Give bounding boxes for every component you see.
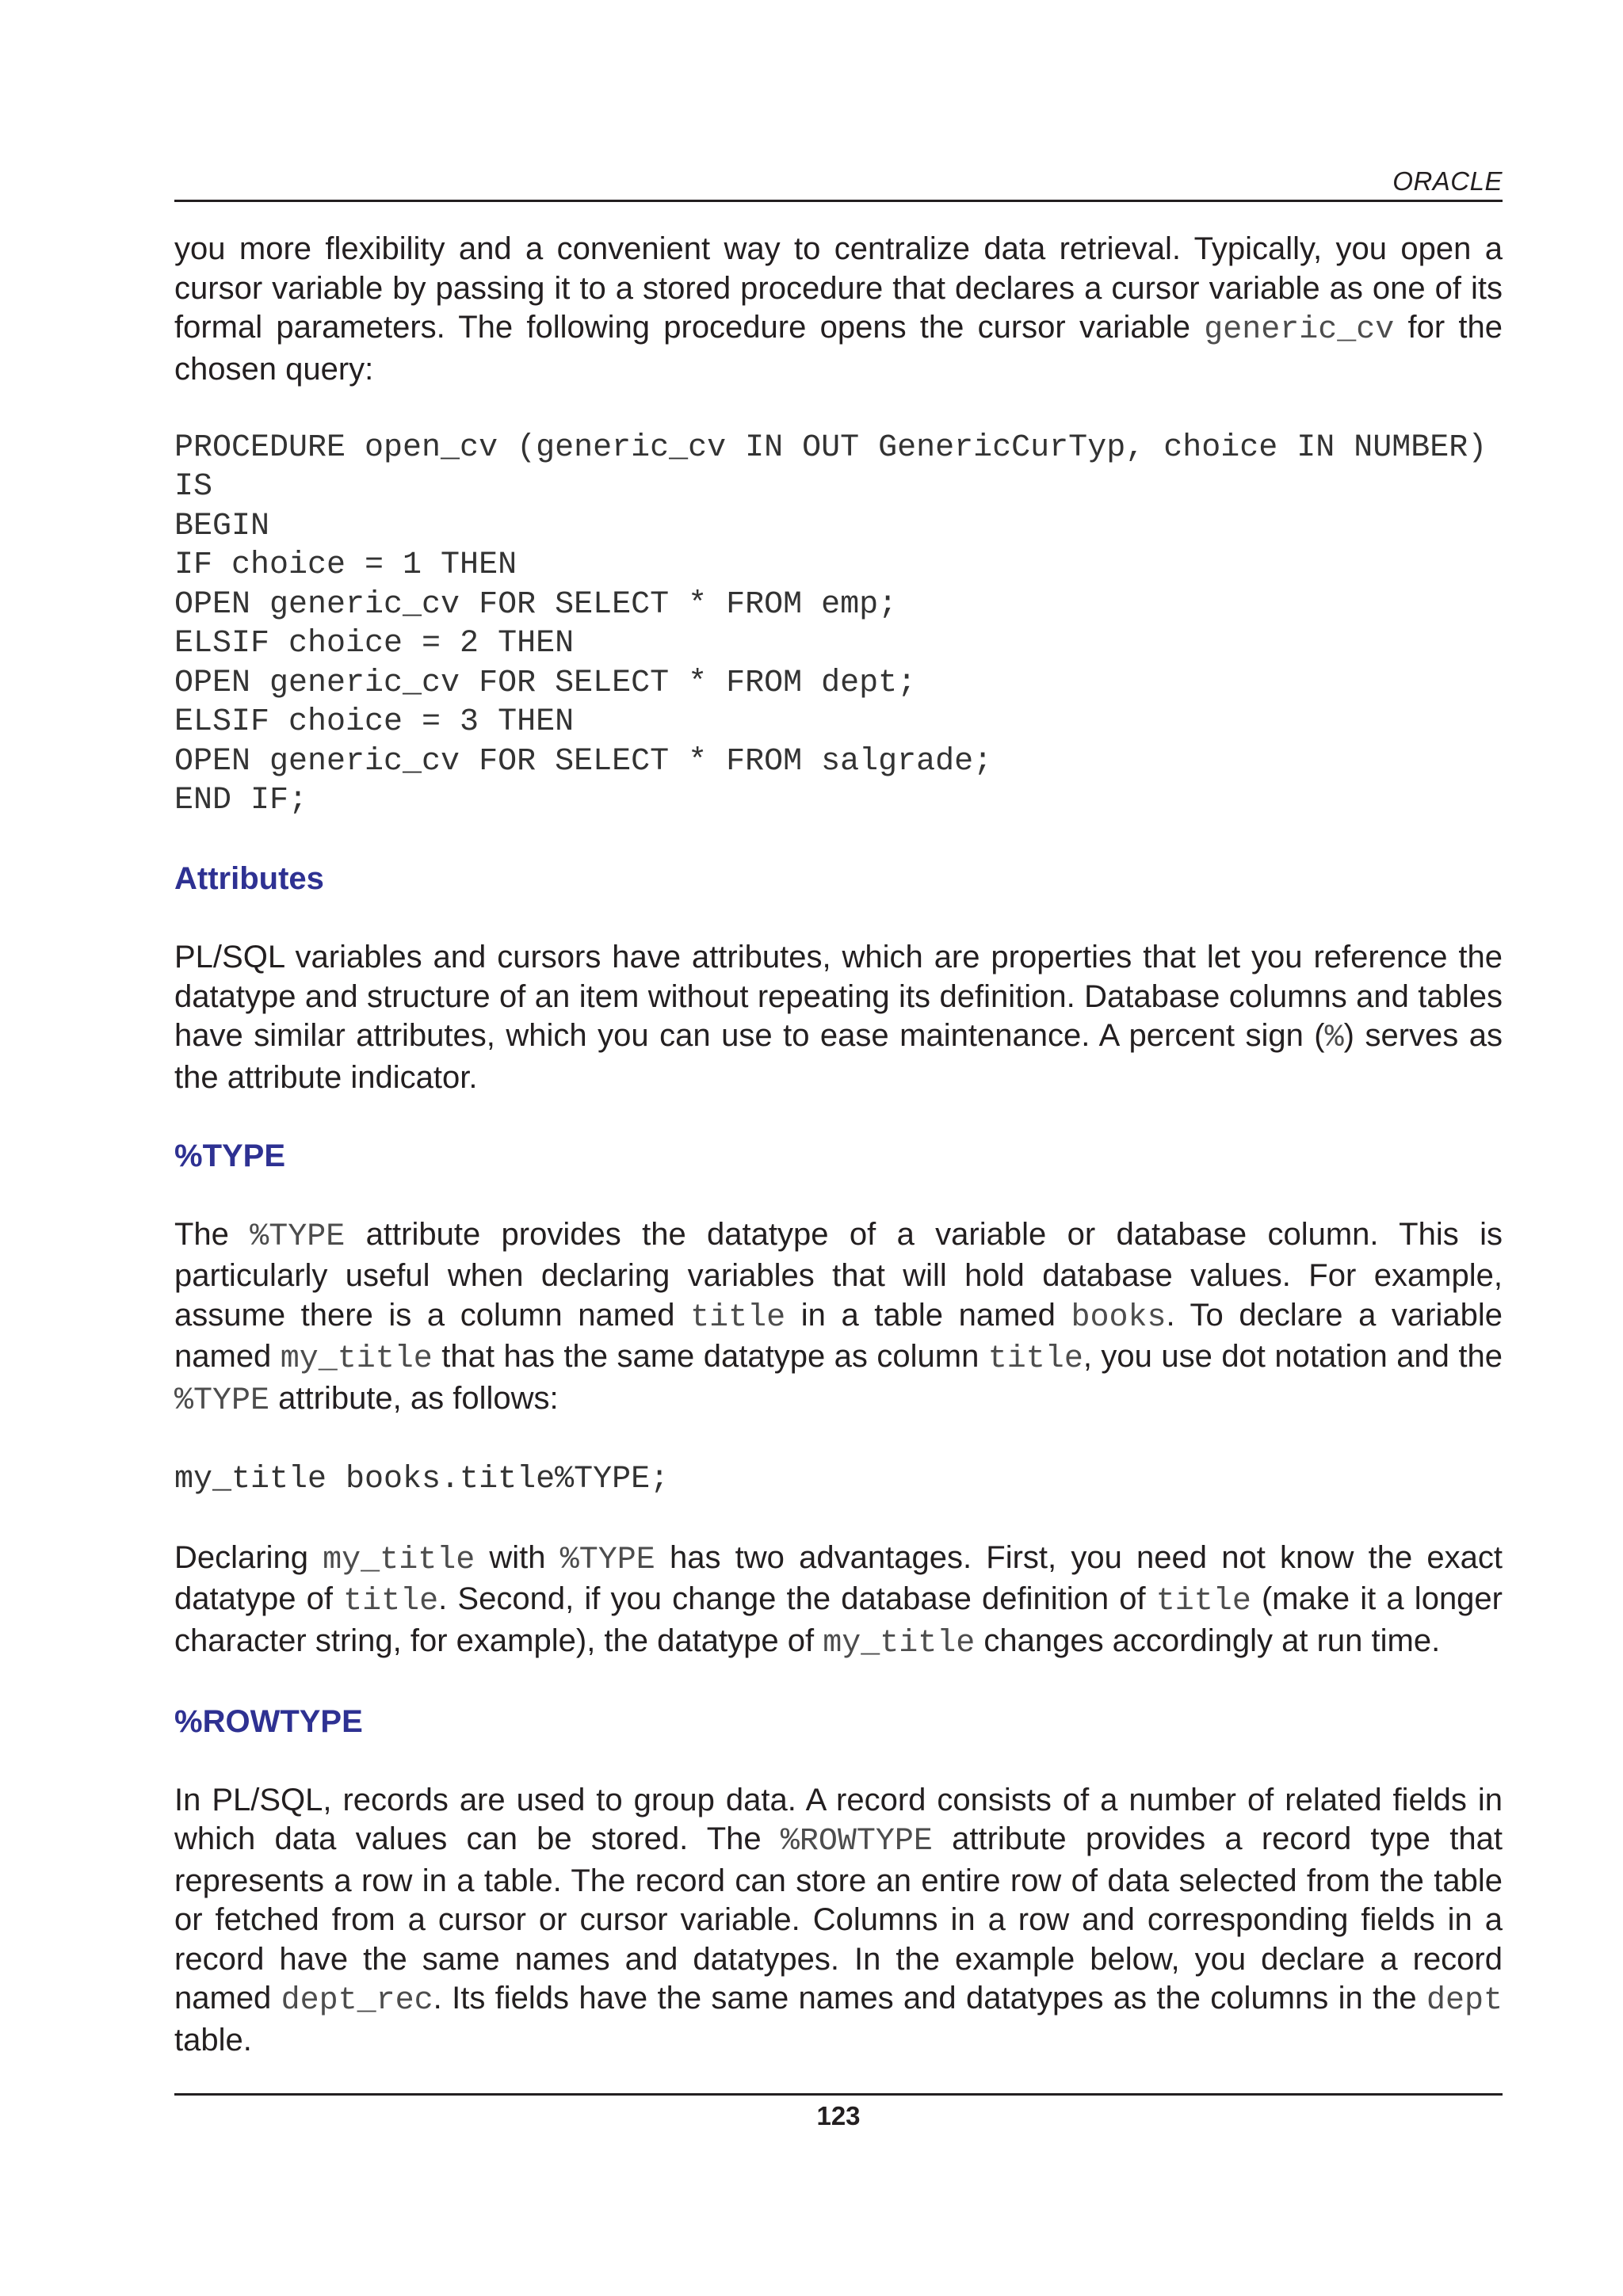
- inline-code: %TYPE: [250, 1219, 346, 1255]
- paragraph-rowtype: [174, 1781, 1503, 2061]
- code-line: BEGIN: [174, 508, 270, 544]
- heading-attributes: Attributes: [174, 861, 324, 896]
- paragraph-text: with: [475, 1539, 560, 1575]
- paragraph-text: in a table named: [785, 1297, 1071, 1333]
- paragraph-text: for the chosen query:: [174, 310, 1503, 387]
- inline-code: %TYPE: [174, 1383, 270, 1419]
- paragraph-text: The: [174, 1216, 250, 1252]
- paragraph-cursor-variable: [174, 230, 1503, 389]
- paragraph-text: (make it a longer character string, for example), the datatype of: [174, 1581, 1503, 1658]
- paragraph-text: attribute provides the datatype of a variable or database column. This is particularly useful when declaring variables that will hold database values. For example, assume there is a column named: [174, 1216, 1503, 1333]
- code-block-type-example: my_title books.title%TYPE;: [174, 1461, 670, 1497]
- inline-code: title: [690, 1299, 786, 1336]
- inline-code: %ROWTYPE: [780, 1824, 933, 1859]
- code-line: ELSIF choice = 3 THEN: [174, 704, 575, 740]
- paragraph-text: that has the same datatype as column: [432, 1339, 988, 1374]
- paragraph-text: Declaring: [174, 1539, 323, 1575]
- paragraph-text: table.: [174, 2022, 252, 2058]
- inline-code: title: [343, 1584, 439, 1619]
- document-page: [174, 0, 1503, 2296]
- paragraph-text: In PL/SQL, records are used to group data. A record consists of a number of related fields in which data values can be stored. The: [174, 1782, 1503, 1856]
- paragraph-text: . To declare a variable named: [174, 1297, 1503, 1374]
- inline-code: dept_rec: [281, 1983, 433, 2019]
- code-line: OPEN generic_cv FOR SELECT * FROM emp;: [174, 586, 898, 623]
- paragraph-text: PL/SQL variables and cursors have attributes, which are properties that let you reference the datatype and structure of an item without repeating its definition. Database columns and tables have similar attributes, which you can use to ease maintenance. A percent sign (: [174, 940, 1503, 1053]
- paragraph-text: , you use dot notation and the: [1083, 1339, 1503, 1374]
- heading-rowtype: %ROWTYPE: [174, 1703, 363, 1739]
- inline-code: title: [1155, 1584, 1251, 1619]
- header-divider: [174, 200, 1503, 202]
- page-number: 123: [816, 2101, 861, 2130]
- inline-code: my_title: [280, 1341, 433, 1377]
- inline-code: %TYPE: [559, 1542, 655, 1578]
- inline-code: %: [1324, 1020, 1344, 1056]
- code-line: IS: [174, 469, 213, 505]
- inline-code: title: [987, 1341, 1083, 1377]
- code-line: ELSIF choice = 2 THEN: [174, 626, 575, 662]
- paragraph-text: has two advantages. First, you need not know the exact datatype of: [174, 1539, 1503, 1616]
- inline-code: dept: [1426, 1983, 1503, 2019]
- paragraph-type-advantages: [174, 1539, 1503, 1664]
- paragraph-text: attribute, as follows:: [269, 1380, 559, 1416]
- page-body: [174, 230, 1503, 2060]
- paragraph-text: attribute provides a record type that represents a row in a table. The record can store an entire row of data selected from the table or fetched from a cursor or cursor variable. Columns in a row and corresponding fields in a record have the same names and datatypes. In the example below, you declare a record named: [174, 1821, 1503, 2016]
- code-block-open-cv: [174, 429, 1503, 821]
- code-line: OPEN generic_cv FOR SELECT * FROM salgrade;: [174, 743, 993, 780]
- code-line: OPEN generic_cv FOR SELECT * FROM dept;: [174, 665, 917, 701]
- code-line: END IF;: [174, 783, 308, 818]
- footer-divider: [174, 2093, 1503, 2096]
- paragraph-text: you more flexibility and a convenient way to centralize data retrieval. Typically, you open a cursor variable by passing it to a stored procedure that declares a cursor variable as one of its formal parameters. The following procedure opens the cursor variable: [174, 231, 1503, 345]
- paragraph-attributes: [174, 938, 1503, 1097]
- code-line: IF choice = 1 THEN: [174, 547, 517, 583]
- inline-code: my_title: [823, 1625, 976, 1661]
- code-line: PROCEDURE open_cv (generic_cv IN OUT GenericCurTyp, choice IN NUMBER): [174, 429, 1487, 466]
- paragraph-type: [174, 1215, 1503, 1421]
- inline-code: my_title: [323, 1542, 475, 1578]
- paragraph-text: . Its fields have the same names and datatypes as the columns in the: [433, 1981, 1426, 2016]
- heading-type: %TYPE: [174, 1138, 286, 1173]
- running-header: ORACLE: [1392, 166, 1503, 196]
- inline-code: generic_cv: [1204, 312, 1395, 348]
- paragraph-text: . Second, if you change the database definition of: [438, 1581, 1156, 1616]
- paragraph-text: changes accordingly at run time.: [975, 1623, 1441, 1658]
- inline-code: books: [1071, 1299, 1167, 1336]
- paragraph-text: ) serves as the attribute indicator.: [174, 1018, 1503, 1095]
